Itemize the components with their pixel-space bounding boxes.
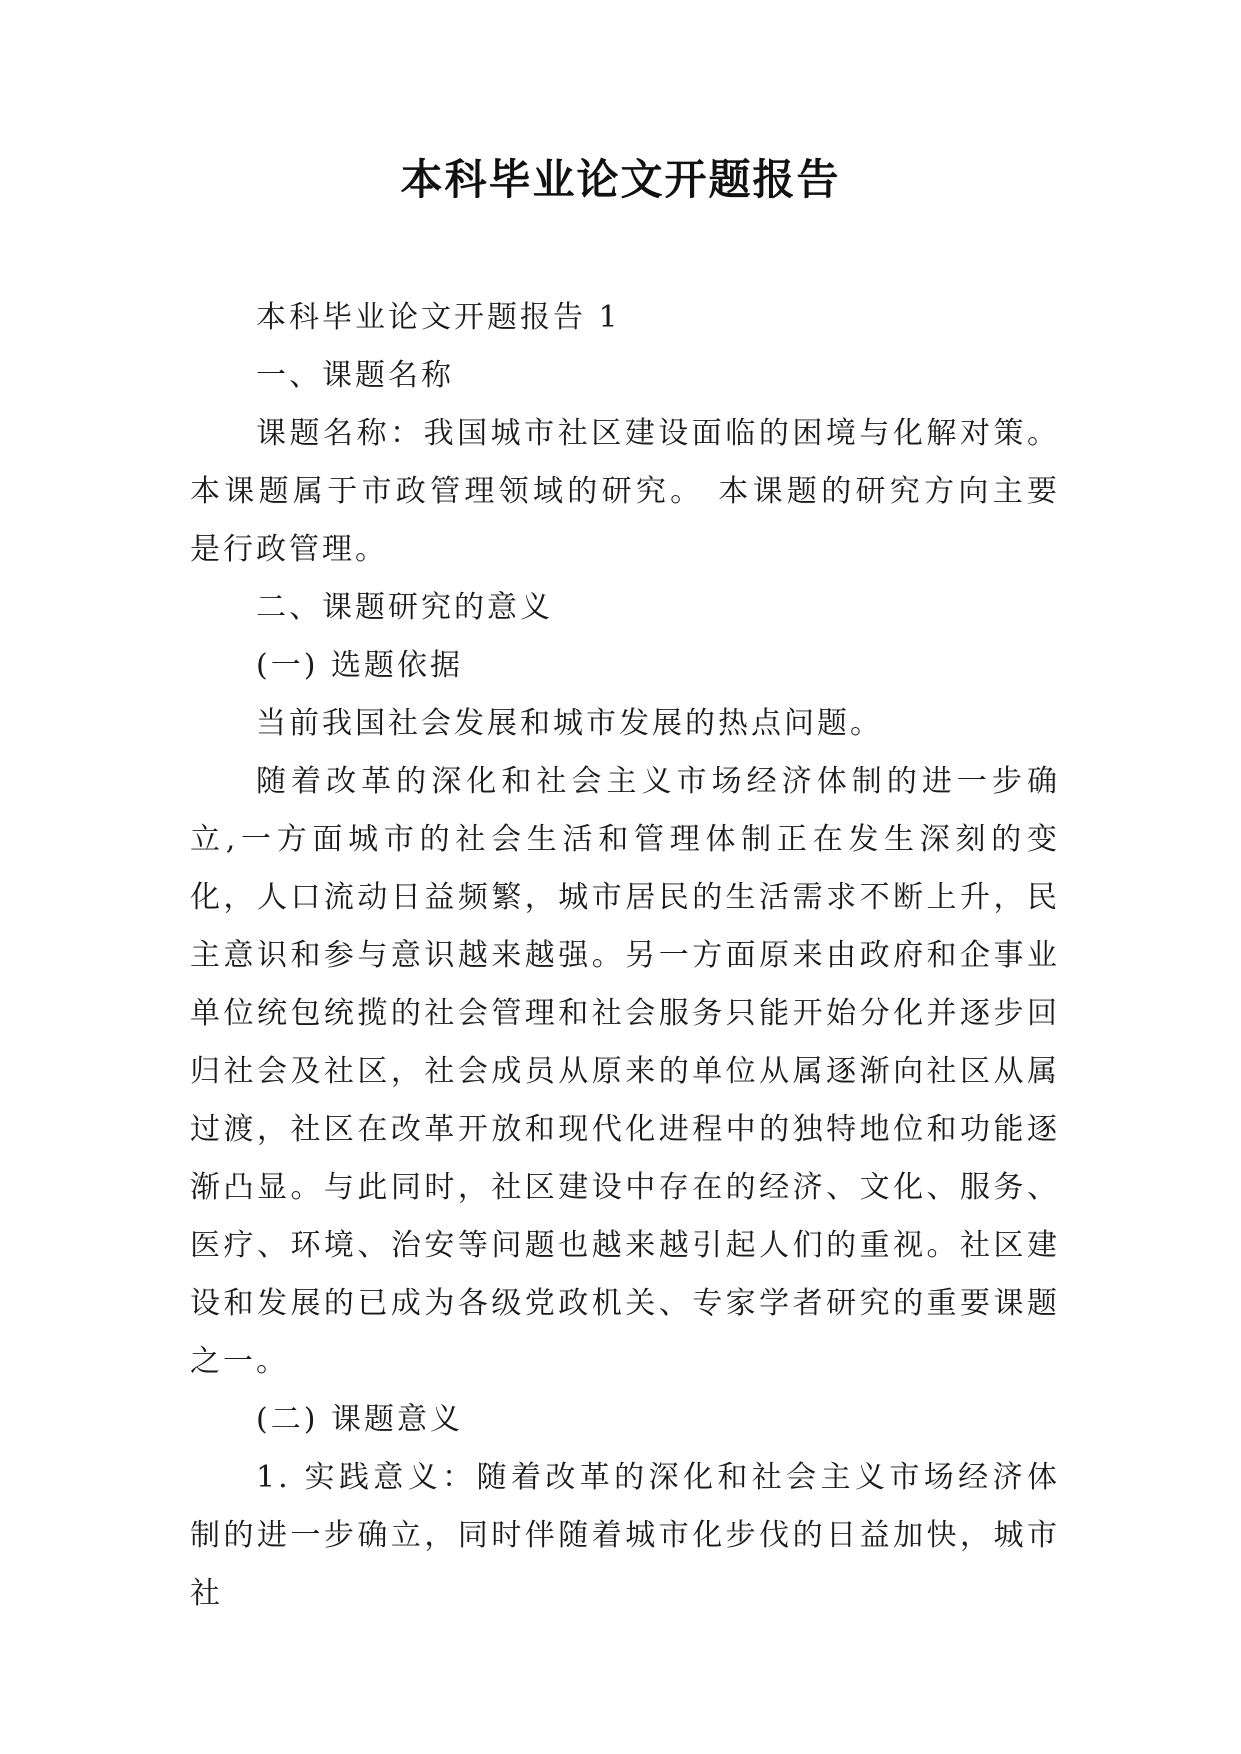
paragraph-hot-issues: 当前我国社会发展和城市发展的热点问题。 (256, 706, 883, 741)
paragraph-section-one-heading: 一、课题名称 (256, 358, 454, 393)
document-title: 本科毕业论文开题报告 (400, 155, 841, 204)
paragraph-subsection-basis-heading: (一) 选题依据 (256, 648, 463, 683)
paragraph-report-heading: 本科毕业论文开题报告 1 (256, 300, 621, 335)
document-body (190, 289, 1060, 1623)
paragraph-subsection-significance-heading: (二) 课题意义 (256, 1402, 463, 1437)
paragraph-topic-name: 课题名称：我国城市社区建设面临的困境与化解对策。本课题属于市政管理领域的研究。 本课题的研究方向主要是行政管理。 (190, 416, 1060, 567)
paragraph-practical-significance: 1. 实践意义：随着改革的深化和社会主义市场经济体制的进一步确立，同时伴随着城市化步伐的日益加快，城市社 (190, 1460, 1060, 1611)
paragraph-background: 随着改革的深化和社会主义市场经济体制的进一步确立,一方面城市的社会生活和管理体制正在发生深刻的变化，人口流动日益频繁，城市居民的生活需求不断上升，民主意识和参与意识越来越强。另一方面原来由政府和企事业单位统包统揽的社会管理和社会服务只能开始分化并逐步回归社会及社区，社会成员从原来的单位从属逐渐向社区从属过渡，社区在改革开放和现代化进程中的独特地位和功能逐渐凸显。与此同时，社区建设中存在的经济、文化、服务、医疗、环境、治安等问题也越来越引起人们的重视。社区建设和发展的已成为各级党政机关、专家学者研究的重要课题之一。 (190, 764, 1060, 1379)
paragraph-section-two-heading: 二、课题研究的意义 (256, 590, 553, 625)
